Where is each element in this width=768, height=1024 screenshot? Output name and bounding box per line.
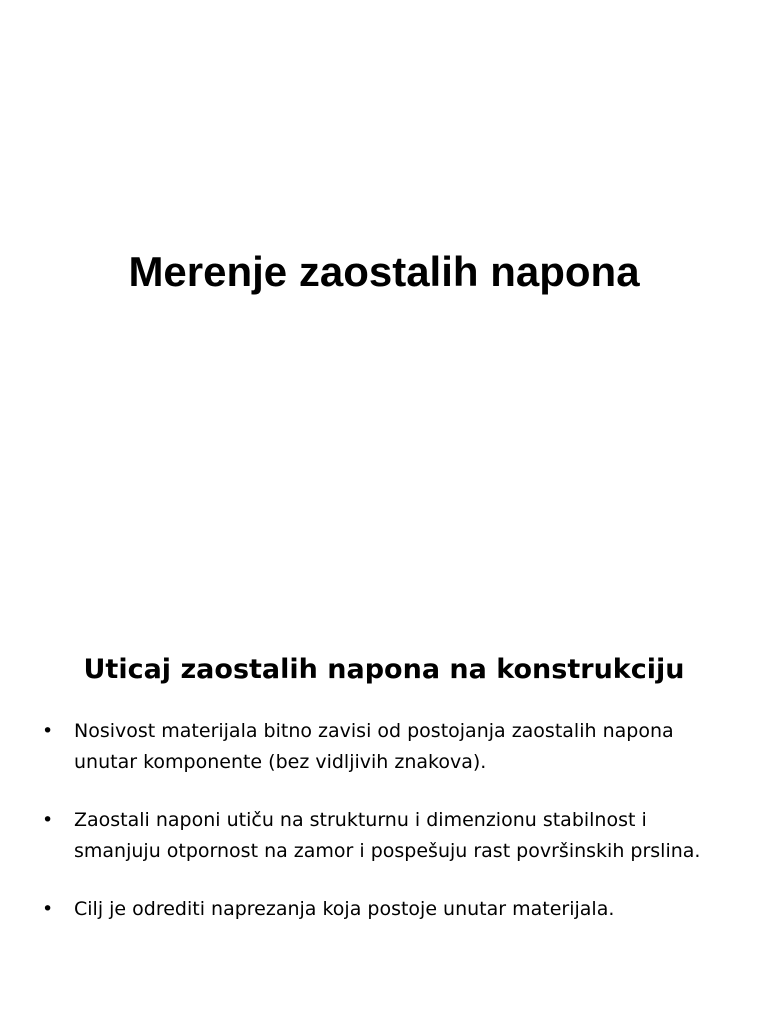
bullet-point-icon: •	[42, 898, 54, 920]
bullet-item-1	[42, 716, 722, 778]
bullet-point-icon: •	[42, 720, 54, 742]
bullet-text: Cilj je odrediti naprezanja koja postoje unutar materijala.	[74, 898, 615, 920]
slide-title: Merenje zaostalih napona	[128, 248, 640, 296]
section-heading: Uticaj zaostalih napona na konstrukciju	[83, 654, 685, 686]
bullet-list	[42, 716, 722, 952]
bullet-point-icon: •	[42, 809, 54, 831]
bullet-item-3	[42, 894, 722, 925]
bullet-text: Nosivost materijala bitno zavisi od postojanja zaostalih napona unutar komponente (bez vidljivih znakova).	[74, 720, 674, 773]
bullet-item-2	[42, 805, 722, 867]
bullet-text: Zaostali naponi utiču na strukturnu i dimenzionu stabilnost i smanjuju otpornost na zamor i pospešuju rast površinskih prslina.	[74, 809, 701, 862]
